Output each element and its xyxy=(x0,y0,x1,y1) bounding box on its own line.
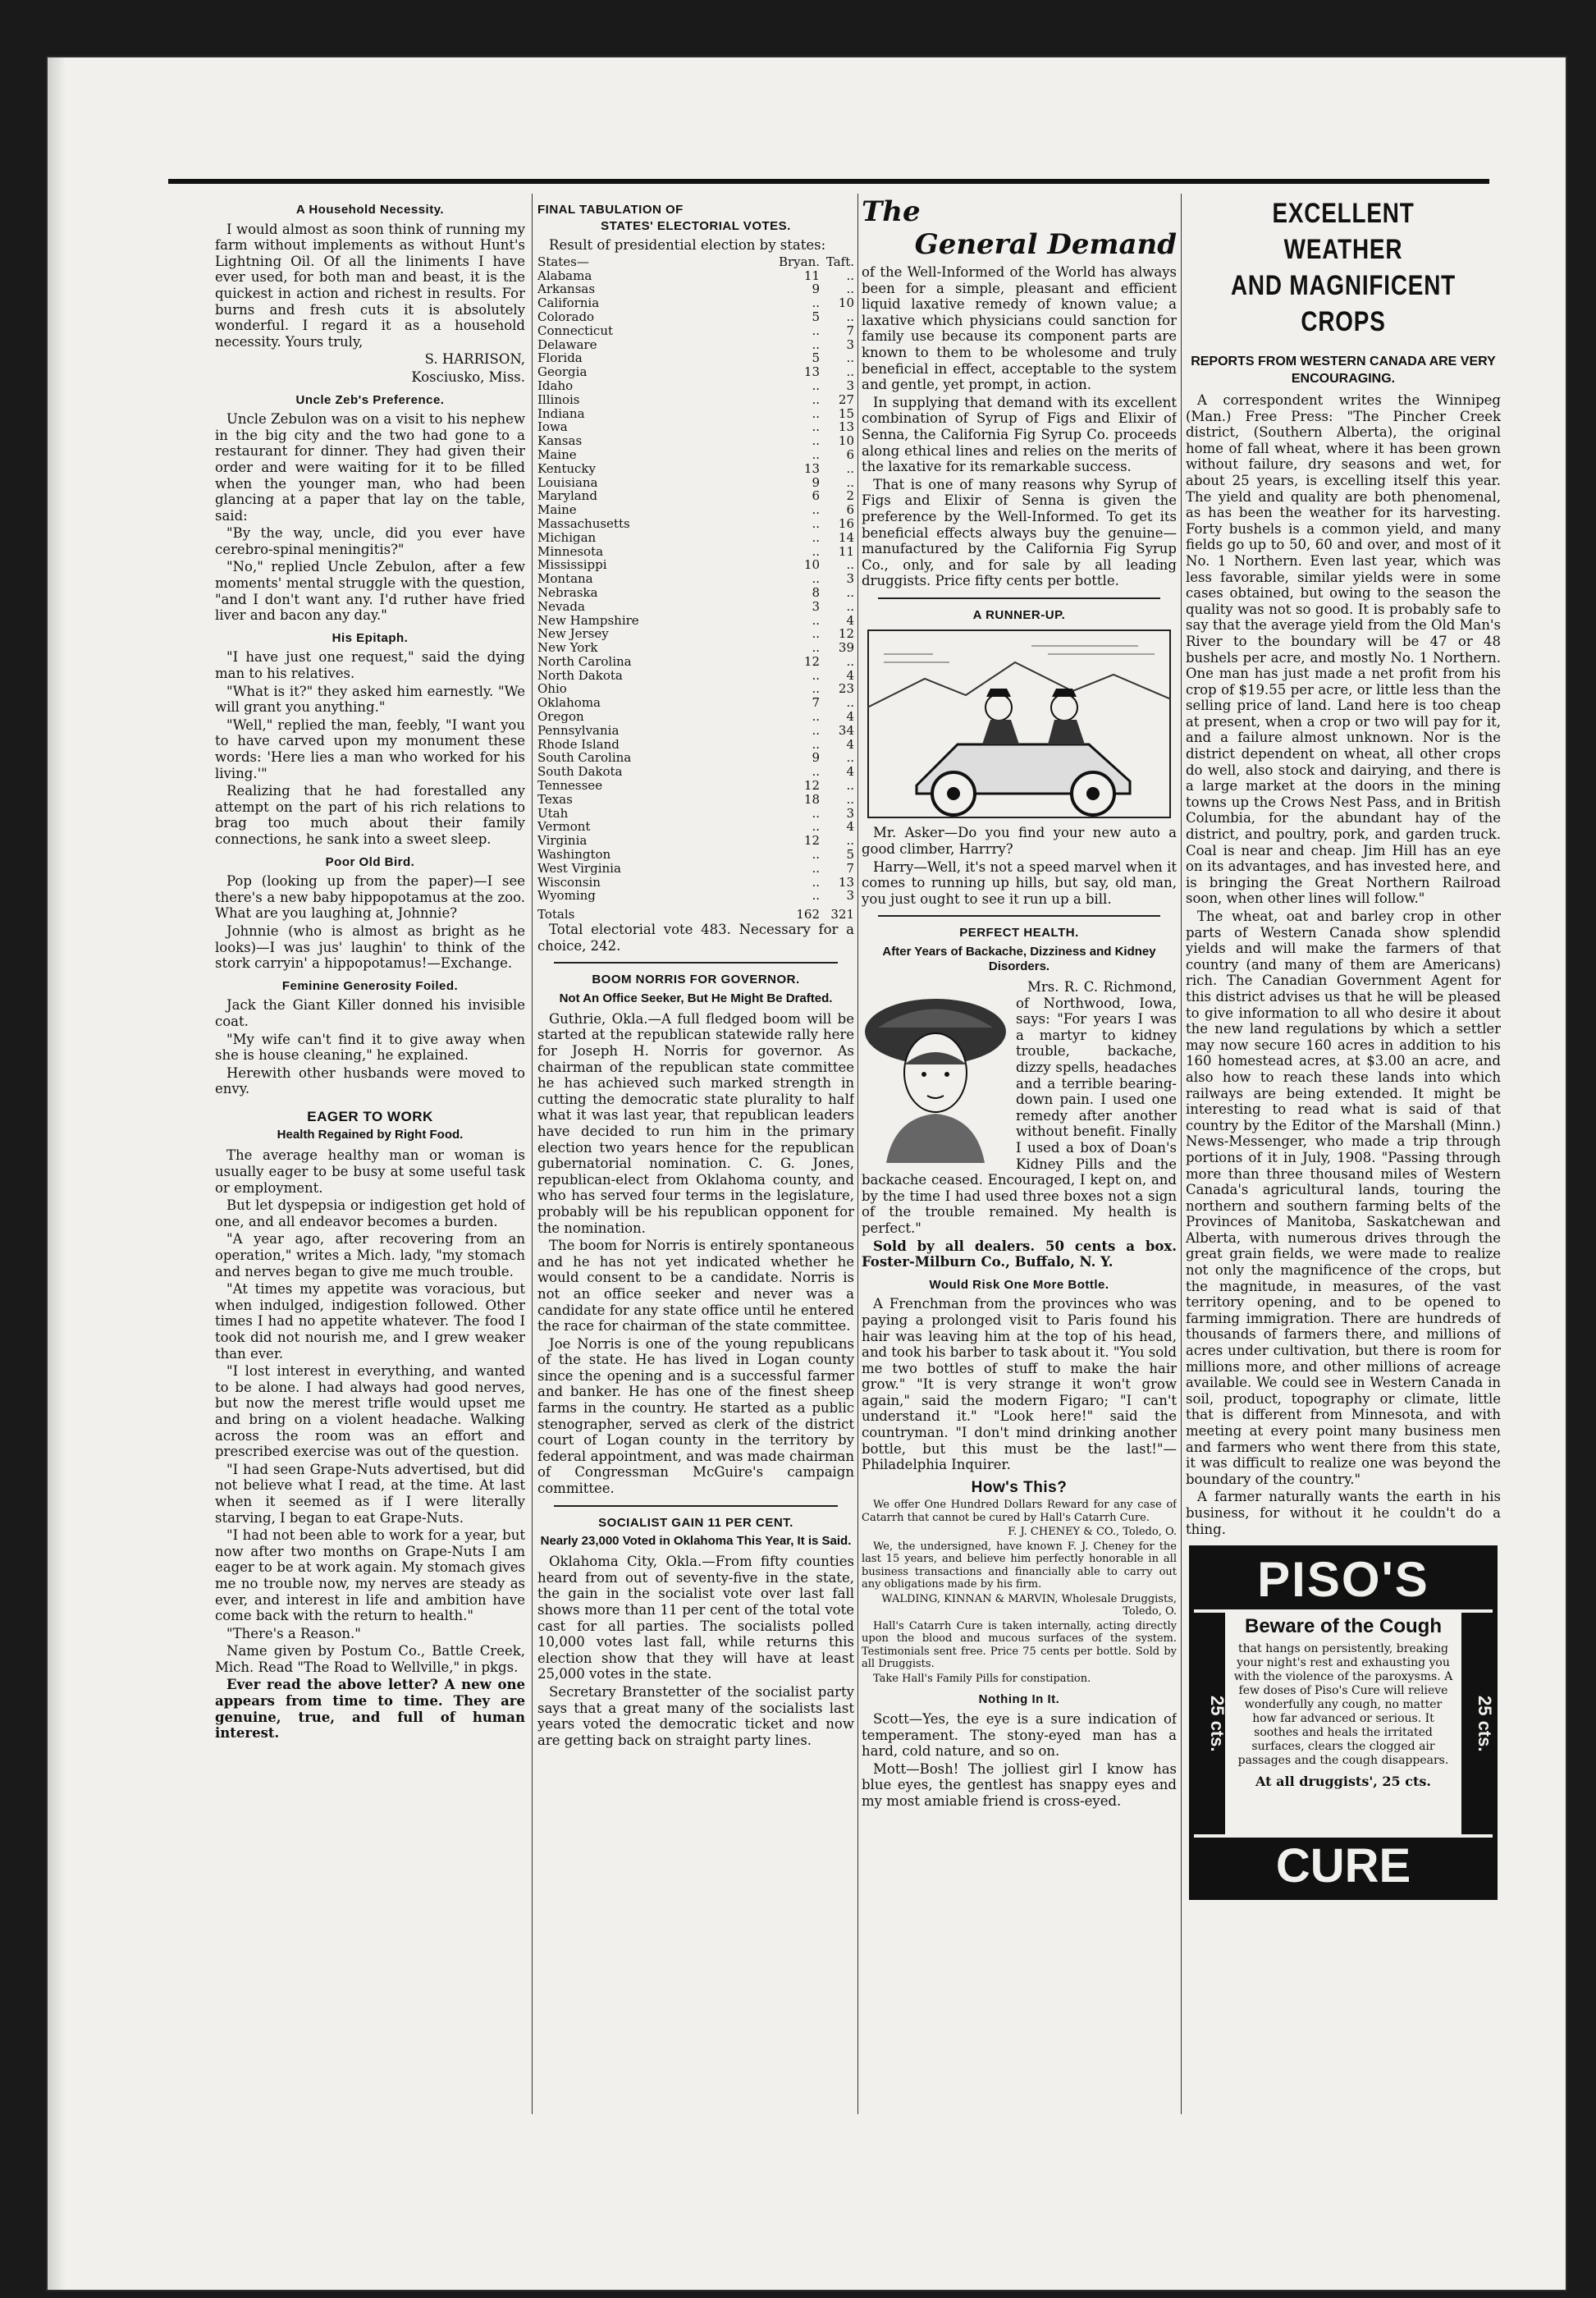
table-row xyxy=(537,310,854,324)
bryan-votes: 18 xyxy=(803,791,820,807)
table-row xyxy=(537,448,854,462)
column-2 xyxy=(537,195,854,2116)
paragraph: Jack the Giant Killer donned his invisible coat. xyxy=(215,997,525,1029)
bryan-votes: 9 xyxy=(812,474,820,490)
subheadline: Health Regained by Right Food. xyxy=(277,1128,464,1142)
state-name: Idaho xyxy=(537,378,574,393)
subheadline: REPORTS FROM WESTERN CANADA ARE VERY ENCOURAGING. xyxy=(1191,355,1496,386)
bryan-votes: .. xyxy=(812,681,820,697)
taft-votes: .. xyxy=(846,364,854,380)
column-divider xyxy=(857,194,858,2114)
taft-votes: 4 xyxy=(846,612,854,628)
page-fold-shadow xyxy=(48,57,66,2290)
taft-votes: 3 xyxy=(846,888,854,904)
taft-votes: .. xyxy=(846,474,854,490)
paragraph: Sold by all dealers. 50 cents a box. Foster-Milburn Co., Buffalo, N. Y. xyxy=(862,1238,1177,1270)
state-name: Mississippi xyxy=(537,557,607,573)
signature-place: Kosciusko, Miss. xyxy=(411,369,525,385)
paragraph: We, the undersigned, have known F. J. Cheney for the last 15 years, and believe him perfectly honorable in all business transactions and financially able to carry out any obligations made by his firm. xyxy=(862,1540,1177,1591)
taft-votes: 10 xyxy=(838,295,854,311)
bryan-votes: .. xyxy=(812,874,820,890)
ad-price-side-right: 25 cts. xyxy=(1461,1613,1493,1834)
paragraph: Uncle Zebulon was on a visit to his nephew in the big city and the two had gone to a restaurant for dinner. They had given their order and were waiting for it to be filled when the younger man, who had been glancing at a paper that lay on the table, said: xyxy=(215,411,525,524)
taft-votes: 7 xyxy=(846,860,854,876)
state-name: Massachusetts xyxy=(537,515,630,531)
headline-eager-to-work: EAGER TO WORK xyxy=(307,1108,433,1124)
table-row xyxy=(537,407,854,421)
bryan-votes: .. xyxy=(812,860,820,876)
paragraph: Joe Norris is one of the young republicans of the state. He has lived in Logan county since the opening and is a successful farmer and banker. He has one of the finest sheep farms in the country. He started as a public stenographer, served as clerk of the district court of Logan county in the territory by federal appointment, and was made chairman of Congressman McGuire's campaign committee. xyxy=(537,1335,854,1497)
taft-votes: 2 xyxy=(846,488,854,504)
woman-portrait-image xyxy=(862,982,1009,1163)
bryan-votes: 5 xyxy=(812,350,820,366)
table-row xyxy=(537,393,854,407)
taft-votes: 27 xyxy=(838,391,854,407)
state-name: Michigan xyxy=(537,529,597,545)
paragraph: We offer One Hundred Dollars Reward for any case of Catarrh that cannot be cured by Hall's Catarrh Cure. xyxy=(862,1499,1177,1524)
taft-votes: 4 xyxy=(846,819,854,835)
state-name: Arkansas xyxy=(537,282,596,297)
state-name: Indiana xyxy=(537,405,585,421)
paragraph: of the Well-Informed of the World has always been for a simple, pleasant and efficient liquid laxative remedy of known value; a laxative which physicians could sanction for family use because its component parts are known to them to be wholesome and truly beneficial in effect, acceptable to the system and gentle, yet prompt, in action. xyxy=(862,264,1177,393)
headline-risk-bottle: Would Risk One More Bottle. xyxy=(929,1277,1109,1292)
ad-price: At all druggists', 25 cts. xyxy=(1255,1774,1431,1790)
headline-magnificent-crops: AND MAGNIFICENT CROPS xyxy=(1230,270,1457,337)
taft-votes: 34 xyxy=(838,722,854,738)
state-name: Kentucky xyxy=(537,460,596,476)
paragraph: Johnnie (who is almost as bright as he looks)—I was jus' laughin' to think of the stork carryin' a hippopotamus!—Exchange. xyxy=(215,922,525,972)
taft-votes: .. xyxy=(846,778,854,794)
paragraph: A Frenchman from the provinces who was paying a prolonged visit to Paris found his hair was leaving him at the top of his head, and took his barber to task about it. "You sold me two bottles of stuff to make the hair grow." "It is very strange it won't grow again," said the modern Figaro; "I can't understand it." "Look here!" said the countryman. "I don't mind drinking another bottle, but this must be the last!"—Philadelphia Inquirer. xyxy=(862,1296,1177,1473)
paragraph: "By the way, uncle, did you ever have cerebro-spinal meningitis?" xyxy=(215,525,525,557)
bryan-votes: .. xyxy=(812,391,820,407)
paragraph: Ever read the above letter? A new one appears from time to time. They are genuine, true, and full of human interest. xyxy=(215,1677,525,1742)
column-divider xyxy=(1181,194,1182,2114)
ad-body xyxy=(1233,1614,1453,1833)
taft-votes: .. xyxy=(846,598,854,614)
table-row xyxy=(537,489,854,503)
bryan-votes: .. xyxy=(812,709,820,725)
state-name: South Carolina xyxy=(537,750,632,766)
bryan-votes: .. xyxy=(812,805,820,821)
table-row xyxy=(537,324,854,338)
state-name: Alabama xyxy=(537,268,592,283)
paragraph: Mr. Asker—Do you find your new auto a good climber, Harrry? xyxy=(862,825,1177,858)
table-row xyxy=(537,627,854,641)
state-name: New York xyxy=(537,640,598,656)
table-row xyxy=(537,379,854,393)
divider xyxy=(878,915,1160,917)
ad-brand: PISO'S xyxy=(1194,1550,1493,1609)
table-row xyxy=(537,682,854,696)
paragraph: But let dyspepsia or indigestion get hold of one, and all endeavor becomes a burden. xyxy=(215,1197,525,1229)
state-name: Georgia xyxy=(537,364,588,380)
bryan-votes: .. xyxy=(812,405,820,421)
headline-epitaph: His Epitaph. xyxy=(332,630,409,645)
paragraph: Oklahoma City, Okla.—From fifty counties heard from out of seventy-five in the state, the gain in the socialist vote over last fall shows more than 11 per cent of the total vote cast for all parties. The socialists polled 10,000 votes last fall, while returns this election show that they will have at least 25,000 votes in the state. xyxy=(537,1554,854,1682)
state-name: Minnesota xyxy=(537,543,604,559)
table-row xyxy=(537,738,854,752)
headline-nothing-in-it: Nothing In It. xyxy=(978,1692,1060,1707)
paragraph: Mrs. R. C. Richmond, of Northwood, Iowa, says: "For years I was a martyr to kidney trouble, backache, dizzy spells, headaches and a terrible bearing-down pain. I used one remedy after another without benefit. Finally I used a box of Doan's Kidney Pills and the backache ceased. Encouraged, I kept on, and by the time I had used three boxes not a sign of the trouble remained. My health is perfect." xyxy=(862,979,1177,1236)
state-name: West Virginia xyxy=(537,860,621,876)
paragraph: Secretary Branstetter of the socialist party says that a great many of the socialists last years voted the democratic ticket and now are getting back on straight party lines. xyxy=(537,1683,854,1748)
paragraph: "No," replied Uncle Zebulon, after a few moments' mental struggle with the question, "and I don't want any. I'd ruther have fried liver and bacon any day." xyxy=(215,559,525,624)
paragraph: Harry—Well, it's not a speed marvel when it comes to running up hills, but say, old man, you just ought to see it run up a bill. xyxy=(862,858,1177,907)
top-rule xyxy=(168,179,1489,184)
taft-votes: .. xyxy=(846,584,854,600)
taft-votes: .. xyxy=(846,791,854,807)
state-name: Maine xyxy=(537,446,577,462)
bryan-votes: 12 xyxy=(803,778,820,794)
bryan-votes: .. xyxy=(812,515,820,531)
bryan-votes: .. xyxy=(812,295,820,311)
table-row xyxy=(537,558,854,572)
table-row xyxy=(537,765,854,779)
headline-boom-norris: BOOM NORRIS FOR GOVERNOR. xyxy=(592,973,800,987)
taft-votes: .. xyxy=(846,557,854,573)
taft-votes: .. xyxy=(846,460,854,476)
paragraph: "I had not been able to work for a year, but now after two months on Grape-Nuts I am eager to be at work again. My stomach gives me no trouble now, my nerves are steady as ever, and interest in life and ambition have come back with the return to health." xyxy=(215,1527,525,1624)
taft-votes: 3 xyxy=(846,805,854,821)
table-row xyxy=(537,420,854,434)
column-1 xyxy=(215,195,525,2116)
bryan-votes: 9 xyxy=(812,282,820,297)
paragraph: Name given by Postum Co., Battle Creek, Mich. Read "The Road to Wellville," in pkgs. xyxy=(215,1643,525,1675)
paragraph: That is one of many reasons why Syrup of Figs and Elixir of Senna is given the preference by the Well-Informed. To get its beneficial effects always buy the genuine—manufactured by the California Fig Syrup Co., only, and for sale by all leading druggists. Price fifty cents per bottle. xyxy=(862,476,1177,589)
bryan-votes: .. xyxy=(812,819,820,835)
taft-votes: 3 xyxy=(846,571,854,587)
state-name: Connecticut xyxy=(537,323,614,338)
totals-bryan: 162 xyxy=(796,907,820,922)
signature: S. HARRISON, xyxy=(424,351,525,368)
bryan-votes: .. xyxy=(812,722,820,738)
paragraph: "I had seen Grape-Nuts advertised, but did not believe what I read, at the time. At last when it seemed as if I were literally starving, I began to eat Grape-Nuts. xyxy=(215,1461,525,1526)
table-row xyxy=(537,710,854,724)
paragraph: Scott—Yes, the eye is a sure indication of temperament. The stony-eyed man has a hard, cold nature, and so on. xyxy=(862,1711,1177,1760)
bryan-votes: .. xyxy=(812,323,820,338)
table-row xyxy=(537,848,854,862)
ad-price-side-left: 25 cts. xyxy=(1194,1613,1225,1834)
state-name: Virginia xyxy=(537,833,588,849)
table-row xyxy=(537,876,854,890)
taft-votes: .. xyxy=(846,309,854,324)
taft-votes: 13 xyxy=(838,419,854,435)
taft-votes: 5 xyxy=(846,847,854,863)
bryan-votes: 12 xyxy=(803,653,820,669)
table-row xyxy=(537,862,854,876)
bryan-votes: 8 xyxy=(812,584,820,600)
taft-votes: 39 xyxy=(838,640,854,656)
state-name: Nevada xyxy=(537,598,585,614)
table-row xyxy=(537,531,854,545)
ad-title-the: The xyxy=(862,195,921,228)
state-name: Iowa xyxy=(537,419,568,435)
taft-votes: .. xyxy=(846,350,854,366)
table-row xyxy=(537,545,854,559)
ad-cure: CURE xyxy=(1194,1838,1493,1895)
column-3 xyxy=(862,195,1177,2116)
table-body xyxy=(537,269,854,904)
table-row xyxy=(537,462,854,476)
state-name: Wyoming xyxy=(537,888,596,904)
state-name: Utah xyxy=(537,805,569,821)
bryan-votes: .. xyxy=(812,529,820,545)
table-row xyxy=(537,724,854,738)
state-name: Ohio xyxy=(537,681,567,697)
state-name: Wisconsin xyxy=(537,874,601,890)
headline-household: A Household Necessity. xyxy=(295,203,445,217)
subheadline: After Years of Backache, Dizziness and Kidney Disorders. xyxy=(882,945,1156,974)
bryan-votes: 9 xyxy=(812,750,820,766)
divider xyxy=(878,597,1160,599)
bryan-votes: .. xyxy=(812,888,820,904)
taft-votes: 6 xyxy=(846,502,854,518)
taft-votes: 6 xyxy=(846,446,854,462)
paragraph: Result of presidential election by states: xyxy=(549,237,826,254)
paragraph: Take Hall's Family Pills for constipation. xyxy=(873,1672,1091,1685)
headline-uncle-zeb: Uncle Zeb's Preference. xyxy=(295,392,445,407)
bryan-votes: .. xyxy=(812,640,820,656)
headline-tabulation-2: STATES' ELECTORIAL VOTES. xyxy=(601,218,791,233)
state-name: Oklahoma xyxy=(537,695,601,711)
paragraph: A correspondent writes the Winnipeg (Man.) Free Press: "The Pincher Creek district, (Southern Alberta), the original home of fall wheat, where it has been grown without failure, dry seasons and wet, for about 25 years, is excelling itself this year. The yield and quality are both phenomenal, as has been the weather for its harvesting. Forty bushels is a common yield, and many fields go up to 50, 60 and over, and most of it No. 1 Northern. Even last year, which was less favorable, similar yields were in some cases obtained, but owing to the season the quality was not so good. It is probably safe to say that the average yield from the Old Man's River to the boundary will be 47 or 48 bushels per acre, and mostly No. 1 Northern. One man has just made a net profit from his crop of $19.55 per acre, or little less than the selling price of land. Land here is too cheap at present, when a crop or two will pay for it, and a failure almost unknown. Nor is the district dependent on wheat, all other crops do well, also stock and dairying, and there is a large market at the doors in the mining towns up the Crows Nest Pass, and in British Columbia, for the abundant hay of the district, and poultry, pork, and garden truck. Coal is near and cheap. Jim Hill has an eye on its advantages, and has invested here, and is bringing the Great Northern Railroad soon, when other lines will follow." xyxy=(1186,392,1501,907)
headline-excellent-weather: EXCELLENT WEATHER xyxy=(1272,198,1415,265)
bryan-votes: .. xyxy=(812,543,820,559)
state-name: Illinois xyxy=(537,391,580,407)
paragraph: "At times my appetite was voracious, but when indulged, indigestion followed. Other times I had no appetite whatever. The food I took did not nourish me, and I grew weaker than ever. xyxy=(215,1281,525,1362)
table-row xyxy=(537,296,854,310)
taft-votes: 4 xyxy=(846,736,854,752)
taft-votes: 13 xyxy=(838,874,854,890)
bryan-votes: .. xyxy=(812,336,820,352)
bryan-votes: 10 xyxy=(803,557,820,573)
paragraph: "There's a Reason." xyxy=(226,1625,361,1641)
state-name: Louisiana xyxy=(537,474,598,490)
taft-votes: 23 xyxy=(838,681,854,697)
electoral-vote-table xyxy=(537,255,854,922)
ad-text: that hangs on persistently, breaking your night's rest and exhausting you with the violence of the paroxysms. A few doses of Piso's Cure will relieve wonderfully any cough, no matter how far advanced or serious. It soothes and heals the irritated surfaces, clears the clogged air passages and the cough disappears. xyxy=(1233,1642,1453,1768)
bryan-votes: 6 xyxy=(812,488,820,504)
paragraph: F. J. CHENEY & CO., Toledo, O. xyxy=(1008,1526,1177,1539)
state-name: Vermont xyxy=(537,819,591,835)
state-name: North Dakota xyxy=(537,667,623,683)
state-name: Texas xyxy=(537,791,573,807)
state-name: Tennessee xyxy=(537,778,603,794)
taft-votes: 3 xyxy=(846,378,854,393)
table-row xyxy=(537,793,854,807)
bryan-votes: 11 xyxy=(803,268,820,283)
subheadline: Nearly 23,000 Voted in Oklahoma This Year, It is Said. xyxy=(540,1534,852,1549)
bryan-votes: 7 xyxy=(812,695,820,711)
state-name: Oregon xyxy=(537,709,584,725)
table-row xyxy=(537,600,854,614)
table-row xyxy=(537,586,854,600)
table-row xyxy=(537,641,854,655)
bryan-votes: .. xyxy=(812,502,820,518)
taft-votes: .. xyxy=(846,268,854,283)
ad-title-general-demand: General Demand xyxy=(914,228,1177,261)
bryan-votes: 13 xyxy=(803,460,820,476)
headline-poor-old-bird: Poor Old Bird. xyxy=(325,854,415,869)
state-name: Rhode Island xyxy=(537,736,620,752)
subheadline: Not An Office Seeker, But He Might Be Drafted. xyxy=(559,991,833,1005)
state-name: Montana xyxy=(537,571,593,587)
taft-votes: 4 xyxy=(846,709,854,725)
table-row xyxy=(537,338,854,352)
headline-hows-this: How's This? xyxy=(971,1478,1068,1496)
paragraph: I would almost as soon think of running my farm without implements as without Hunt's Lightning Oil. Of all the liniments I have ever used, for both man and beast, it is the quickest in action and richest in results. For burns and fresh cuts it is absolutely wonderful. I regard it as a household necessity. Yours truly, xyxy=(215,221,525,350)
table-row xyxy=(537,476,854,490)
bryan-votes: .. xyxy=(812,433,820,449)
paragraph: Mott—Bosh! The jolliest girl I know has blue eyes, the gentlest has snappy eyes and my most amiable friend is cross-eyed. xyxy=(862,1760,1177,1809)
table-row xyxy=(537,517,854,531)
table-row xyxy=(537,696,854,710)
paragraph: "Well," replied the man, feebly, "I want you to have carved upon my monument these words: 'Here lies a man who worked for his living.'" xyxy=(215,716,525,781)
bryan-votes: 13 xyxy=(803,364,820,380)
state-name: North Carolina xyxy=(537,653,632,669)
state-name: Florida xyxy=(537,350,583,366)
column-header: States— xyxy=(537,254,589,269)
bryan-votes: .. xyxy=(812,667,820,683)
paragraph: "I have just one request," said the dying man to his relatives. xyxy=(215,649,525,682)
table-row xyxy=(537,365,854,379)
taft-votes: 11 xyxy=(838,543,854,559)
automobile-cartoon-image xyxy=(867,629,1171,818)
paragraph: The wheat, oat and barley crop in other parts of Western Canada show splendid yields and will make the farmers of that country (and many of them are Americans) rich. The Canadian Government Agent for this district advises us that he will be pleased to give information to all who desire it about the new land regulations by which a settler may now secure 160 acres in addition to his 160 homestead acres, at $3.00 an acre, and also how to reach these lands into which railways are being extended. It might be interesting to read what is said of that country by the Editor of the Marshall (Minn.) News-Messenger, who made a trip through portions of it in July, 1908. "Passing through more than three thousand miles of Western Canada's agricultural lands, touring the northern and southern farming belts of the Provinces of Manitoba, Saskatchewan and Alberta, with numerous drives through the great grain fields, we were made to realize not only the magnificence of the crops, but the magnitude, in measures, of the vast territory opening, and to be opened to farming immigration. There are hundreds of thousands of farmers there, and millions of acres under cultivation, but there is room for millions more, and other millions of acreage available. We could see in Western Canada in soil, product, topography or climate, little that is different from Minnesota, and with meeting at every point many business men and farmers who went there from this state, it was difficult to realize one was beyond the boundary of the country." xyxy=(1186,909,1501,1487)
bryan-votes: 5 xyxy=(812,309,820,324)
state-name: Kansas xyxy=(537,433,583,449)
state-name: Delaware xyxy=(537,336,597,352)
taft-votes: 15 xyxy=(838,405,854,421)
taft-votes: .. xyxy=(846,833,854,849)
bryan-votes: .. xyxy=(812,378,820,393)
paragraph: Herewith other husbands were moved to envy. xyxy=(215,1064,525,1097)
paragraph: Realizing that he had forestalled any attempt on the part of his rich relations to brag too much about their family connections, he sank into a sweet sleep. xyxy=(215,783,525,847)
table-row xyxy=(537,669,854,683)
bryan-votes: .. xyxy=(812,736,820,752)
paragraph: The average healthy man or woman is usually eager to be busy at some useful task or employment. xyxy=(215,1147,525,1196)
state-name: New Hampshire xyxy=(537,612,639,628)
state-name: Pennsylvania xyxy=(537,722,620,738)
paragraph: "I lost interest in everything, and wanted to be alone. I had always had good nerves, but now the merest trifle would upset me and bring on a violent headache. Walking across the room was an effort and prescribed exercise was out of the question. xyxy=(215,1363,525,1460)
pisos-cure-ad xyxy=(1189,1545,1498,1900)
state-name: Maine xyxy=(537,502,577,518)
divider xyxy=(554,962,838,964)
table-row xyxy=(537,655,854,669)
paragraph: Hall's Catarrh Cure is taken internally, acting directly upon the blood and mucous surfaces of the system. Testimonials sent free. Price 75 cents per bottle. Sold by all Druggists. xyxy=(862,1619,1177,1671)
column-divider xyxy=(532,194,533,2114)
bryan-votes: 3 xyxy=(812,598,820,614)
table-row xyxy=(537,779,854,793)
table-row xyxy=(537,614,854,628)
bryan-votes: .. xyxy=(812,626,820,642)
headline-tabulation: FINAL TABULATION OF xyxy=(537,203,684,217)
bryan-votes: .. xyxy=(812,571,820,587)
totals-taft: 321 xyxy=(830,907,854,922)
state-name: Maryland xyxy=(537,488,597,504)
taft-votes: 4 xyxy=(846,764,854,780)
paragraph: The boom for Norris is entirely spontaneous and he has not yet indicated whether he would consent to be a candidate. Norris is not an office seeker and never was a candidate for any state office until he entered the race for chairman of the state committee. xyxy=(537,1238,854,1334)
taft-votes: 3 xyxy=(846,336,854,352)
ad-headline: Beware of the Cough xyxy=(1244,1615,1442,1638)
taft-votes: 14 xyxy=(838,529,854,545)
taft-votes: 16 xyxy=(838,515,854,531)
state-name: South Dakota xyxy=(537,764,623,780)
bryan-votes: .. xyxy=(812,847,820,863)
paragraph: Total electorial vote 483. Necessary for a choice, 242. xyxy=(537,922,854,954)
table-row xyxy=(537,503,854,517)
taft-votes: .. xyxy=(846,750,854,766)
bryan-votes: .. xyxy=(812,612,820,628)
table-row xyxy=(537,572,854,586)
paragraph: In supplying that demand with its excellent combination of Syrup of Figs and Elixir of Senna, the California Fig Syrup Co. proceeds along ethical lines and relies on the merits of the laxative for its remarkable success. xyxy=(862,394,1177,475)
table-row xyxy=(537,351,854,365)
taft-votes: .. xyxy=(846,653,854,669)
headline-perfect-health: PERFECT HEALTH. xyxy=(959,926,1079,941)
taft-votes: 4 xyxy=(846,667,854,683)
paragraph: "A year ago, after recovering from an operation," writes a Mich. lady, "my stomach and nerves began to give me much trouble. xyxy=(215,1231,525,1279)
taft-votes: .. xyxy=(846,282,854,297)
paragraph: Guthrie, Okla.—A full fledged boom will be started at the republican statewide rally here for Joseph H. Norris for governor. As chairman of the republican state committee he has achieved such marked strength in cutting the democratic state plurality to half what it was last year, that republican leaders have decided to run him in the primary election two years hence for the republican gubernatorial nomination. C. G. Jones, republican-elect from Oklahoma county, and who has served four terms in the legislature, probably will be his republican opponent for the nomination. xyxy=(537,1010,854,1236)
table-row xyxy=(537,434,854,448)
table-header-row xyxy=(537,255,854,269)
paragraph: "What is it?" they asked him earnestly. "We will grant you anything." xyxy=(215,683,525,716)
paragraph: "My wife can't find it to give away when she is house cleaning," he explained. xyxy=(215,1031,525,1064)
headline-feminine-generosity: Feminine Generosity Foiled. xyxy=(281,978,459,993)
headline-socialist-gain: SOCIALIST GAIN 11 PER CENT. xyxy=(598,1515,793,1530)
state-name: Colorado xyxy=(537,309,595,324)
column-header: Taft. xyxy=(825,254,854,269)
column-4 xyxy=(1186,195,1501,2116)
taft-votes: 10 xyxy=(838,433,854,449)
table-row xyxy=(537,751,854,765)
table-row xyxy=(537,820,854,834)
bryan-votes: .. xyxy=(812,446,820,462)
divider xyxy=(554,1505,838,1507)
headline-runner-up: A RUNNER-UP. xyxy=(972,607,1066,622)
taft-votes: 12 xyxy=(838,626,854,642)
table-row xyxy=(537,807,854,821)
state-name: California xyxy=(537,295,600,311)
totals-row xyxy=(537,903,854,922)
paragraph: WALDING, KINNAN & MARVIN, Wholesale Druggists, Toledo, O. xyxy=(881,1592,1177,1618)
paragraph: Pop (looking up from the paper)—I see there's a new baby hippopotamus at the zoo. What are you laughing at, Johnnie? xyxy=(215,873,525,922)
bryan-votes: .. xyxy=(812,419,820,435)
table-row xyxy=(537,269,854,283)
table-row xyxy=(537,282,854,296)
bryan-votes: 12 xyxy=(803,833,820,849)
bryan-votes: .. xyxy=(812,764,820,780)
column-header: Bryan. xyxy=(778,254,820,269)
state-name: Nebraska xyxy=(537,584,598,600)
paragraph: A farmer naturally wants the earth in his business, for without it he couldn't do a thing. xyxy=(1186,1489,1501,1537)
totals-label: Totals xyxy=(537,907,575,922)
taft-votes: 7 xyxy=(846,323,854,338)
taft-votes: .. xyxy=(846,695,854,711)
state-name: Washington xyxy=(537,847,611,863)
state-name: New Jersey xyxy=(537,626,609,642)
table-row xyxy=(537,889,854,903)
table-row xyxy=(537,834,854,848)
